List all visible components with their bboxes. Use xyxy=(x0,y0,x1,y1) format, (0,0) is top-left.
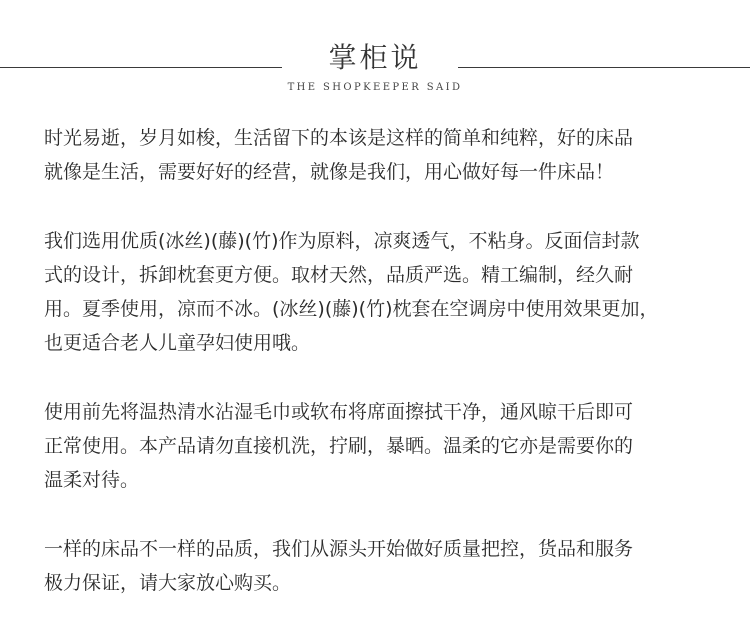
text-line: 温柔对待。 xyxy=(44,469,140,491)
section-header xyxy=(0,38,750,98)
text-line: 极力保证，请大家放心购买。 xyxy=(44,572,292,594)
paragraph-materials xyxy=(44,224,734,360)
text-line: 就像是生活，需要好好的经营，就像是我们，用心做好每一件床品！ xyxy=(44,161,615,183)
text-line: 式的设计，拆卸枕套更方便。取材天然，品质严选。精工编制，经久耐 xyxy=(44,264,634,286)
text-line: 使用前先将温热清水沾湿毛巾或软布将席面擦拭干净，通风晾干后即可 xyxy=(44,401,634,423)
paragraph-care xyxy=(44,395,734,497)
text-line: 我们选用优质(冰丝)(藤)(竹)作为原料，凉爽透气，不粘身。反面信封款 xyxy=(44,230,640,252)
shopkeeper-message xyxy=(44,121,734,635)
text-line: 一样的床品不一样的品质，我们从源头开始做好质量把控，货品和服务 xyxy=(44,538,634,560)
text-line: 正常使用。本产品请勿直接机洗，拧刷，暴晒。温柔的它亦是需要你的 xyxy=(44,435,634,457)
text-line: 用。夏季使用，凉而不冰。(冰丝)(藤)(竹)枕套在空调房中使用效果更加， xyxy=(44,298,659,320)
text-line: 时光易逝，岁月如梭，生活留下的本该是这样的简单和纯粹，好的床品 xyxy=(44,127,634,149)
text-line: 也更适合老人儿童孕妇使用哦。 xyxy=(44,332,311,354)
paragraph-quality xyxy=(44,532,734,600)
paragraph-intro xyxy=(44,121,734,189)
section-subtitle: THE SHOPKEEPER SAID xyxy=(287,82,463,93)
section-title: 掌柜说 xyxy=(328,41,422,74)
